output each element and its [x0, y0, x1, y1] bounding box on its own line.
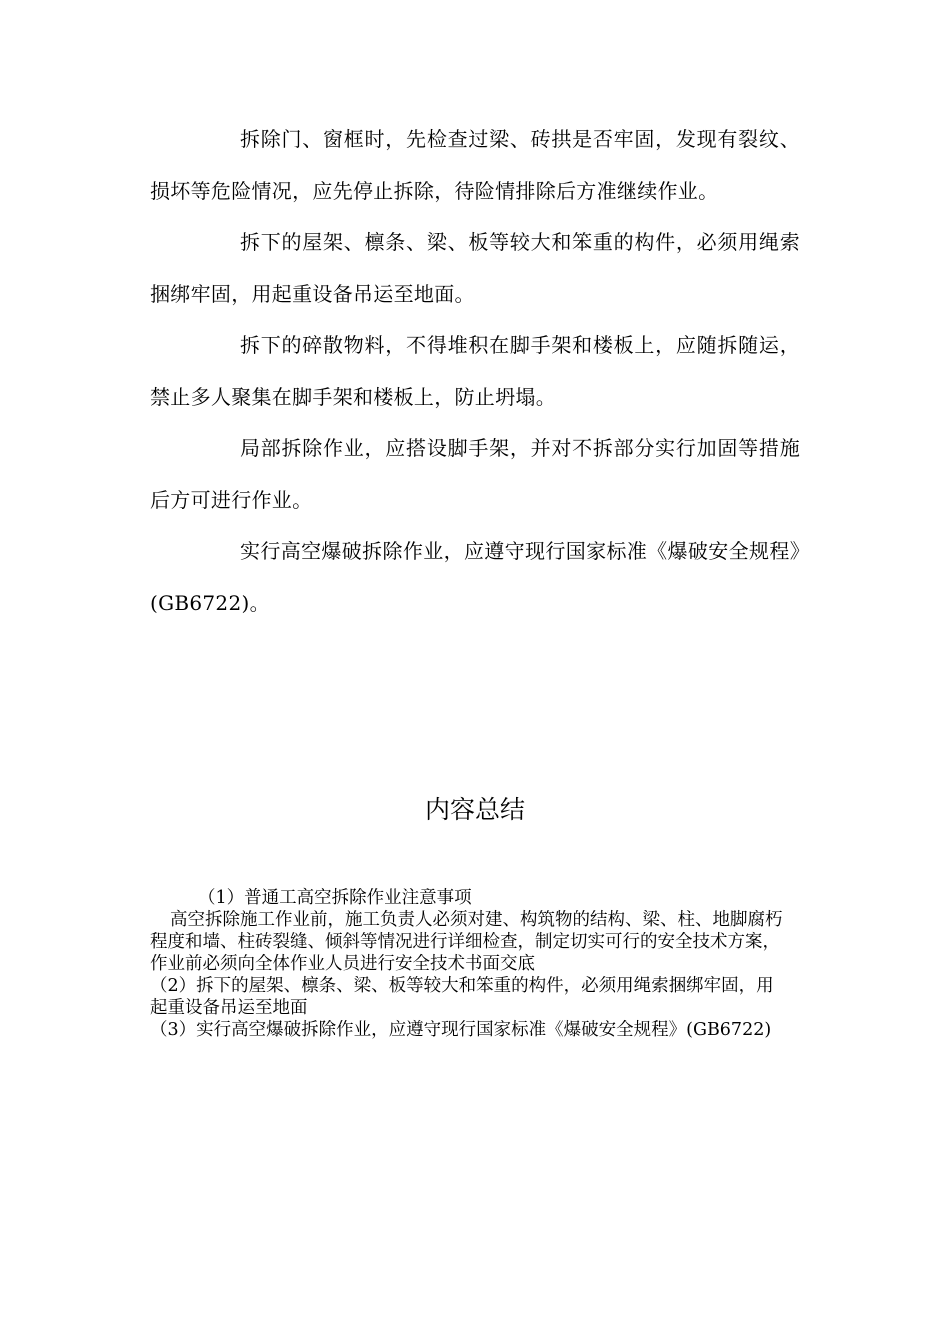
summary-item-1-heading: （1）普通工高空拆除作业注意事项 [198, 888, 472, 908]
summary-item-1-detail: 高空拆除施工作业前，施工负责人必须对建、构筑物的结构、梁、柱、地脚腐朽程度和墙、柱砖裂缝、倾斜等情况进行详细检查，制定切实可行的安全技术方案，作业前必须向全体作业人员进行安全技术书面交底 [150, 910, 783, 974]
paragraph: 拆下的屋架、檩条、梁、板等较大和笨重的构件，必须用绳索捆绑牢固，用起重设备吊运至地面。 [150, 230, 800, 306]
paragraph: 局部拆除作业，应搭设脚手架，并对不拆部分实行加固等措施后方可进行作业。 [150, 436, 800, 512]
paragraph: 实行高空爆破拆除作业，应遵守现行国家标准《爆破安全规程》(GB6722)。 [150, 539, 800, 615]
summary-section [150, 887, 790, 1041]
paragraph: 拆下的碎散物料，不得堆积在脚手架和楼板上，应随拆随运，禁止多人聚集在脚手架和楼板上，防止坍塌。 [150, 333, 800, 409]
body-text [150, 114, 800, 629]
summary-item-3: （3）实行高空爆破拆除作业，应遵守现行国家标准《爆破安全规程》(GB6722) [150, 1020, 772, 1040]
summary-title: 内容总结 [424, 795, 525, 824]
summary-item-2: （2）拆下的屋架、檩条、梁、板等较大和笨重的构件，必须用绳索捆绑牢固，用起重设备吊运至地面 [150, 976, 774, 1018]
paragraph: 拆除门、窗框时，先检查过梁、砖拱是否牢固，发现有裂纹、损坏等危险情况，应先停止拆除，待险情排除后方准继续作业。 [150, 127, 800, 203]
